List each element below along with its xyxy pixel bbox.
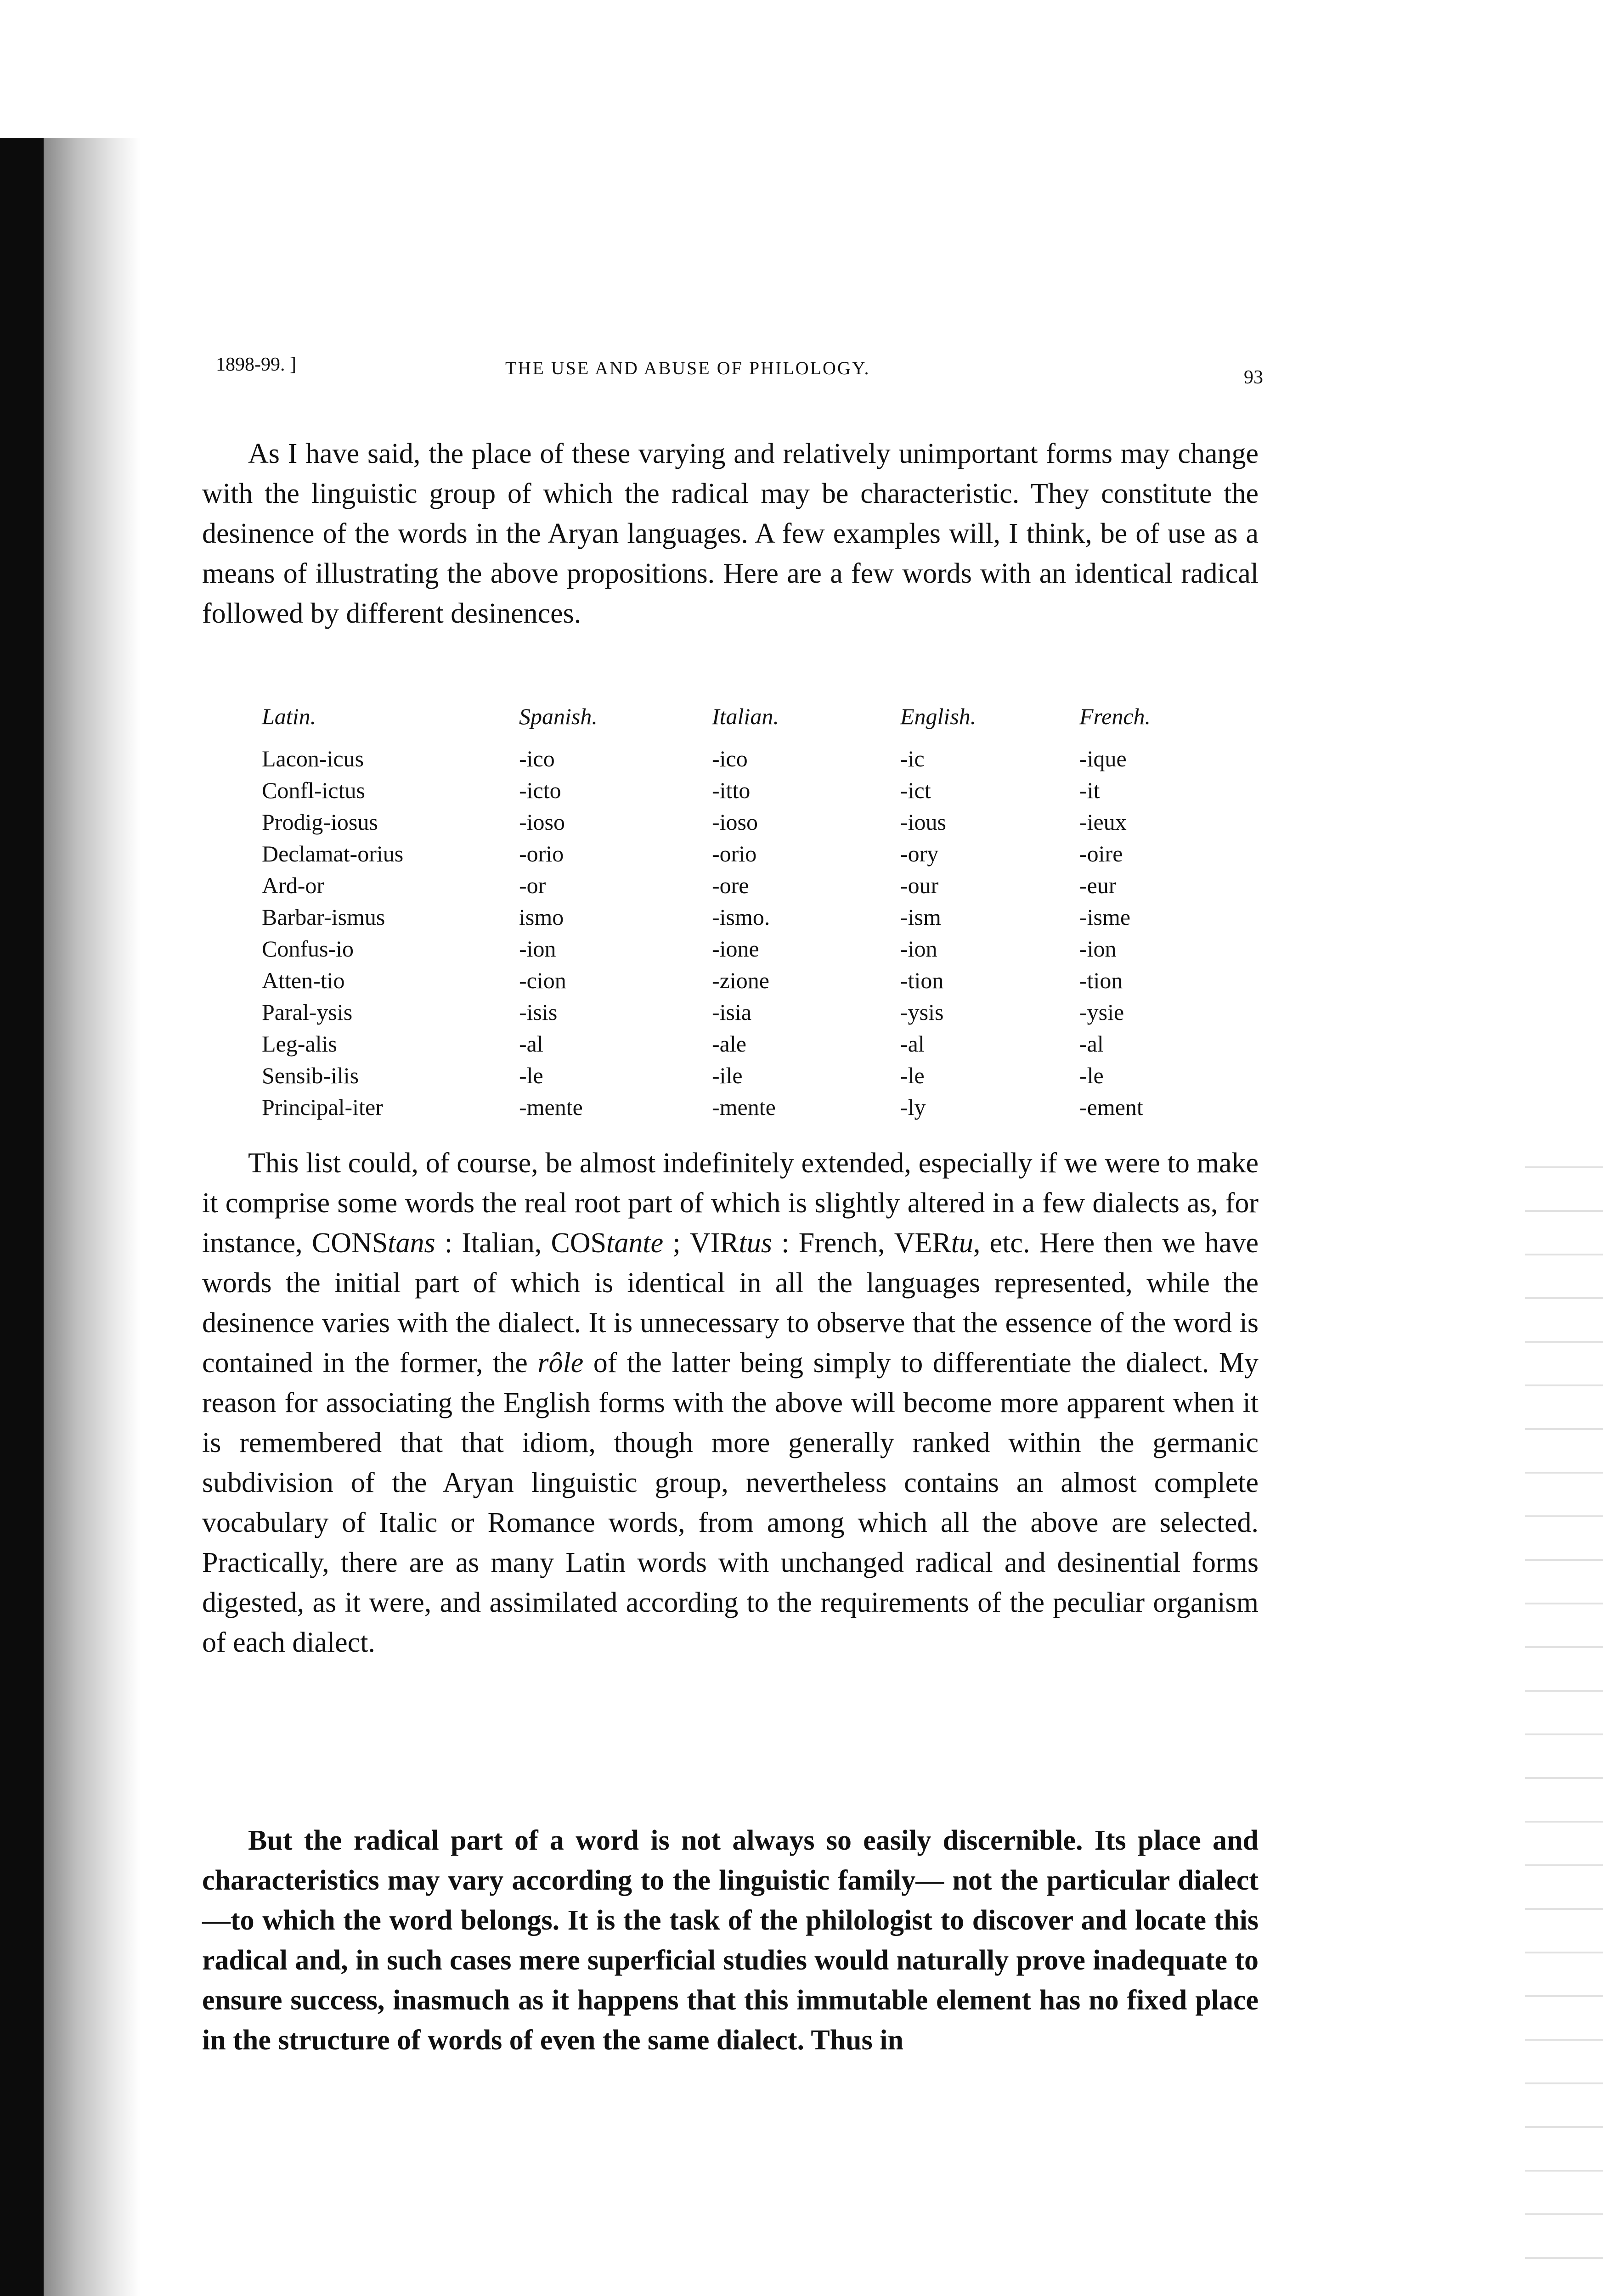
table-cell-spanish: -icto	[519, 777, 561, 803]
table-cell-french: -ement	[1079, 1094, 1143, 1120]
table-cell-french: -al	[1079, 1030, 1104, 1057]
table-cell-italian: -ile	[712, 1062, 743, 1088]
table-cell-latin: Principal-iter	[262, 1094, 383, 1120]
table-cell-latin: Declamat-orius	[262, 840, 404, 867]
table-cell-french: -isme	[1079, 904, 1131, 930]
table-cell-french: -eur	[1079, 872, 1117, 898]
column-header-italian: Italian.	[712, 703, 779, 729]
table-cell-french: -ysie	[1079, 999, 1124, 1025]
table-cell-spanish: -cion	[519, 967, 566, 993]
table-body	[262, 743, 1208, 1123]
table-cell-latin: Confl-ictus	[262, 777, 365, 803]
word-role: rôle	[537, 1347, 584, 1379]
table-cell-english: -ysis	[900, 999, 944, 1025]
table-cell-italian: -ico	[712, 745, 748, 771]
table-row	[262, 964, 1208, 996]
table-cell-spanish: ismo	[519, 904, 564, 930]
table-cell-french: -ieux	[1079, 809, 1127, 835]
table-cell-french: -le	[1079, 1062, 1104, 1088]
table-cell-english: -ism	[900, 904, 941, 930]
word-root-constans: CONS	[311, 1227, 388, 1259]
table-cell-french: -tion	[1079, 967, 1123, 993]
table-cell-spanish: -or	[519, 872, 546, 898]
table-cell-spanish: -al	[519, 1030, 543, 1057]
table-cell-english: -al	[900, 1030, 925, 1057]
table-cell-spanish: -orio	[519, 840, 564, 867]
page-number: 93	[1244, 367, 1263, 388]
word-ending-virtus: tus	[739, 1227, 773, 1259]
table-cell-spanish: -isis	[519, 999, 558, 1025]
running-title: THE USE AND ABUSE OF PHILOLOGY.	[505, 358, 870, 378]
table-cell-latin: Prodig-iosus	[262, 809, 378, 835]
table-cell-italian: -ioso	[712, 809, 758, 835]
word-ending-vertu: tu	[951, 1227, 973, 1259]
table-row	[262, 1091, 1208, 1123]
table-cell-latin: Confus-io	[262, 935, 354, 962]
table-cell-english: -ict	[900, 777, 931, 803]
word-root-virtus: VIR	[689, 1227, 739, 1259]
table-row	[262, 996, 1208, 1028]
table-cell-spanish: -ion	[519, 935, 556, 962]
table-cell-spanish: -le	[519, 1062, 543, 1088]
column-header-latin: Latin.	[262, 703, 316, 729]
table-cell-latin: Leg-alis	[262, 1030, 337, 1057]
table-row	[262, 774, 1208, 806]
book-spine-shadow	[0, 138, 44, 2296]
table-cell-latin: Lacon-icus	[262, 745, 364, 771]
table-cell-spanish: -ioso	[519, 809, 565, 835]
table-header-row	[262, 700, 1208, 743]
table-row	[262, 1059, 1208, 1091]
paragraph-intro: As I have said, the place of these varying and relatively unimportant forms may change with the linguistic group of which the radical may be characteristic. They constitute the desinence of the words in the Aryan languages. A few examples will, I think, be of use as a means of illustrating the above propositions. Here are a few words with an identical radical followed by different desinences.	[202, 438, 1259, 629]
volume-years: 1898-99. ]	[216, 354, 296, 375]
table-row	[262, 1028, 1208, 1059]
word-ending-costante: tante	[606, 1227, 664, 1259]
table-cell-italian: -mente	[712, 1094, 776, 1120]
table-cell-latin: Paral-ysis	[262, 999, 353, 1025]
column-header-english: English.	[900, 703, 976, 729]
paragraph-radical-part: But the radical part of a word is not always so easily discernible. Its place and characteristics may vary according to the linguistic family— not the particular dialect—to which the word belongs. It is the task of the philologist to discover and locate this radical and, in such cases mere superficial studies would naturally prove inadequate to ensure success, inasmuch as it happens that this immutable element has no fixed place in the structure of words of even the same dialect. Thus in	[202, 1825, 1259, 2056]
table-cell-french: -ion	[1079, 935, 1117, 962]
table-cell-english: -ion	[900, 935, 937, 962]
table-cell-italian: -isia	[712, 999, 752, 1025]
table-cell-english: -ic	[900, 745, 925, 771]
paragraph2-text-2: : Italian,	[435, 1227, 551, 1259]
table-cell-italian: -ione	[712, 935, 759, 962]
table-cell-french: -it	[1079, 777, 1100, 803]
table-cell-english: -ory	[900, 840, 939, 867]
paragraph2-text-6: of the latter being simply to differentiate the dialect. My reason for associating the English forms with the above will become more apparent when it is remembered that that idiom, though more generally ranked within the germanic subdivision of the Aryan linguistic group, nevertheless contains an almost complete vocabulary of Italic or Romance words, from among which all the above are selected. Practically, there are as many Latin words with unchanged radical and desinential forms digested, as it were, and assimilated according to the requirements of the peculiar organism of each dialect.	[202, 1347, 1259, 1658]
table-cell-english: -ly	[900, 1094, 926, 1120]
table-cell-english: -ious	[900, 809, 946, 835]
table-row	[262, 743, 1208, 774]
table-row	[262, 901, 1208, 933]
table-cell-french: -oire	[1079, 840, 1123, 867]
table-row	[262, 838, 1208, 869]
table-cell-italian: -ale	[712, 1030, 746, 1057]
table-cell-french: -ique	[1079, 745, 1127, 771]
table-cell-latin: Atten-tio	[262, 967, 345, 993]
scan-edge-noise-right	[1525, 1148, 1603, 2273]
word-ending-constans: tans	[388, 1227, 435, 1259]
table-cell-latin: Sensib-ilis	[262, 1062, 359, 1088]
table-cell-spanish: -mente	[519, 1094, 583, 1120]
word-root-vertu: VER	[894, 1227, 951, 1259]
paragraph2-text-5: , etc. Here then we have words the initial part of which is identical in all the languages represented, while the desinence varies with the dialect. It is unnecessary to observe that the essence of the word is contained in the former, the	[202, 1227, 1259, 1379]
table-cell-latin: Barbar-ismus	[262, 904, 385, 930]
word-root-costante: COS	[551, 1227, 607, 1259]
table-cell-latin: Ard-or	[262, 872, 325, 898]
paragraph2-text-4: : French,	[772, 1227, 894, 1259]
paragraph2-text-1: This list could, of course, be almost indefinitely extended, especially if we were to make it comprise some words the real root part of which is slightly altered in a few dialects as, for instance,	[202, 1148, 1259, 1259]
table-cell-italian: -orio	[712, 840, 757, 867]
table-row	[262, 933, 1208, 964]
table-row	[262, 869, 1208, 901]
table-row	[262, 806, 1208, 838]
table-cell-italian: -ismo.	[712, 904, 770, 930]
table-cell-italian: -itto	[712, 777, 751, 803]
column-header-french: French.	[1079, 703, 1151, 729]
table-cell-spanish: -ico	[519, 745, 555, 771]
page-header	[216, 354, 1263, 395]
paragraph-list-discussion	[202, 1143, 1259, 1663]
table-cell-english: -tion	[900, 967, 944, 993]
table-cell-english: -our	[900, 872, 939, 898]
desinence-table	[262, 700, 1208, 1123]
paragraph2-text-3: ;	[663, 1227, 690, 1259]
column-header-spanish: Spanish.	[519, 703, 598, 729]
spine-gutter-fade	[44, 138, 140, 2296]
table-cell-italian: -zione	[712, 967, 769, 993]
table-cell-italian: -ore	[712, 872, 749, 898]
table-cell-english: -le	[900, 1062, 925, 1088]
